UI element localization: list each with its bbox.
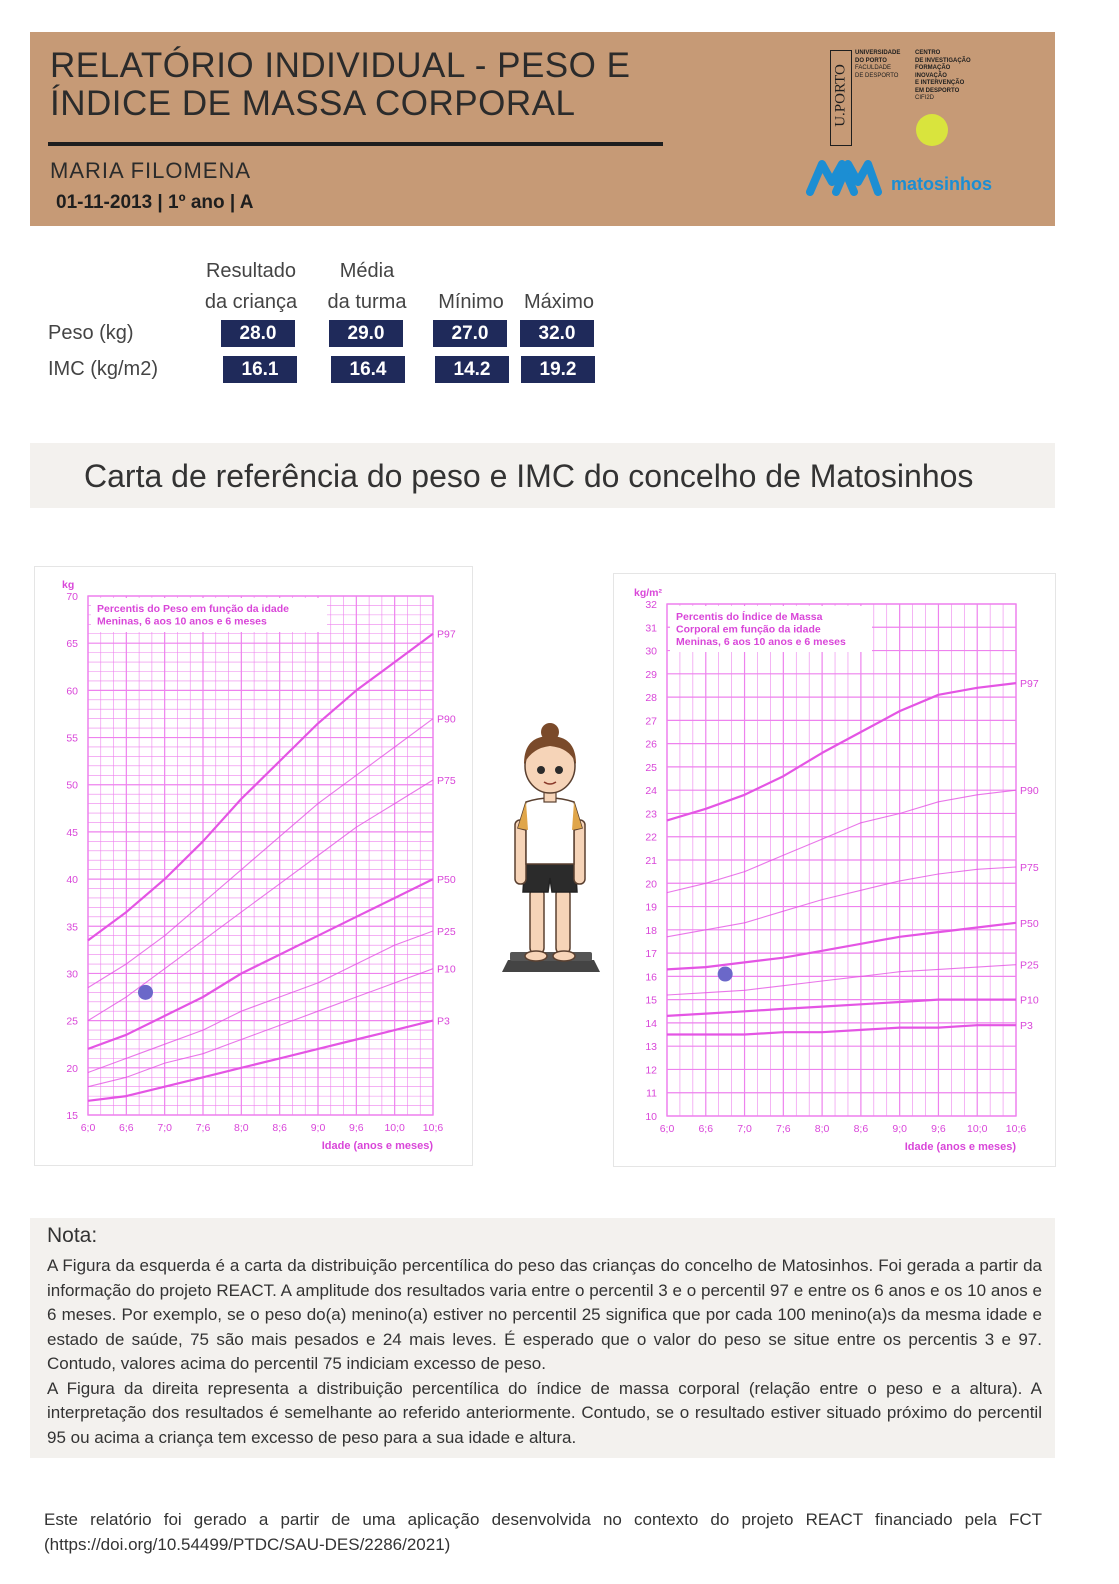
x-tick-label: 9;6	[349, 1122, 364, 1134]
note-body	[47, 1254, 1042, 1450]
x-tick-label: 6;6	[698, 1123, 714, 1135]
x-tick-label: 9;0	[892, 1123, 907, 1135]
y-tick-label: 40	[66, 874, 78, 887]
weight-class-mean-value: 29.0	[329, 320, 403, 347]
y-tick-label: 20	[66, 1062, 78, 1075]
chart-grid	[88, 596, 433, 1115]
chart-title-box	[91, 598, 327, 632]
y-tick-label: 50	[66, 779, 78, 792]
child-data-point	[718, 967, 733, 982]
reference-banner	[30, 443, 1055, 508]
chart-grid	[667, 604, 1016, 1116]
note-heading: Nota:	[47, 1224, 98, 1247]
chart-title-line: Percentis do Peso em função da idade	[97, 603, 289, 615]
column-header-class-mean: Média da turma	[327, 260, 407, 313]
y-tick-label: 65	[66, 638, 78, 651]
percentile-label-p90: P90	[437, 713, 456, 726]
percentile-label-p10: P10	[437, 963, 456, 976]
column-header-child: Resultado da criança	[204, 260, 298, 313]
y-axis-label: kg/m²	[634, 587, 663, 599]
weight-percentile-chart	[35, 567, 472, 1165]
note-box	[30, 1218, 1055, 1458]
percentile-label-p10: P10	[1020, 994, 1039, 1007]
y-tick-label: 30	[66, 968, 78, 981]
y-tick-label: 24	[645, 785, 657, 798]
plot-area-border	[88, 596, 433, 1115]
reference-title: Carta de referência do peso e IMC do concelho de Matosinhos	[84, 458, 974, 494]
note-paragraph: A Figura da esquerda é a carta da distribuição percentílica do peso das crianças do concelho de Matosinhos. Foi gerada a partir da informação do projeto REACT. A amplitude dos resultados varia entre o percentil 3 e o percentil 97 e entre os 6 anos e os 10 anos e 6 meses. Por exemplo, se o peso do(a) menino(a) estiver no percentil 25 significa que por cada 100 menino(a)s da mesma idade e estado de saúde, 75 são mais pesados e 24 mais leves. É esperado que o valor do peso se situe entre os percentis 3 e 97. Contudo, valores acima do percentil 75 indiciam excesso de peso.	[47, 1256, 1042, 1373]
bmi-child-value: 16.1	[223, 356, 297, 383]
x-tick-label: 7;6	[776, 1123, 791, 1135]
percentile-label-p75: P75	[437, 775, 456, 788]
y-tick-label: 45	[66, 826, 78, 839]
weight-child-value: 28.0	[221, 320, 295, 347]
y-tick-label: 26	[645, 738, 657, 751]
bmi-percentile-chart	[614, 574, 1055, 1166]
percentile-line-p90	[88, 719, 433, 988]
matosinhos-logo-icon	[806, 158, 882, 196]
y-tick-label: 22	[645, 831, 657, 844]
x-tick-label: 7;6	[195, 1122, 211, 1134]
y-tick-label: 28	[645, 692, 657, 705]
report-title-line1: RELATÓRIO INDIVIDUAL - PESO E	[50, 46, 631, 85]
percentile-line-p3	[667, 1025, 1016, 1034]
x-tick-label: 10;0	[967, 1123, 988, 1135]
y-tick-label: 31	[645, 622, 657, 635]
y-tick-label: 15	[645, 994, 657, 1007]
weight-chart-frame	[34, 566, 473, 1166]
x-axis-label: Idade (anos e meses)	[321, 1140, 433, 1152]
chart-title-line: Meninas, 6 aos 10 anos e 6 meses	[676, 636, 846, 648]
chart-title-line: Percentis do Índice de Massa	[676, 611, 823, 623]
bmi-max-value: 19.2	[521, 356, 595, 383]
chart-title-line: Corporal em função da idade	[676, 623, 821, 636]
y-tick-label: 30	[645, 645, 657, 658]
x-tick-label: 10;6	[422, 1122, 444, 1134]
report-header	[30, 32, 1055, 226]
y-tick-label: 10	[645, 1111, 657, 1123]
uporto-faculty-text: FACULDADE DE DESPORTO	[855, 65, 899, 79]
x-tick-label: 9;0	[310, 1122, 326, 1134]
y-tick-label: 17	[645, 948, 657, 961]
x-tick-label: 8;6	[853, 1123, 869, 1135]
percentile-label-p25: P25	[437, 925, 456, 938]
x-tick-label: 9;6	[931, 1123, 946, 1135]
y-tick-label: 18	[645, 924, 657, 937]
y-tick-label: 14	[645, 1017, 657, 1030]
x-tick-label: 10;0	[384, 1122, 405, 1134]
report-title-line2: ÍNDICE DE MASSA CORPORAL	[50, 84, 576, 123]
chart-title-box	[670, 606, 872, 652]
x-tick-label: 7;0	[157, 1122, 172, 1134]
percentile-line-p10	[667, 1000, 1016, 1016]
percentile-line-p97	[667, 683, 1016, 820]
cifi2d-logo-text: CENTRO DE INVESTIGAÇÃO FORMAÇÃO INOVAÇÃO E INTERVENÇÃO EM DESPORTO CIFI2D	[915, 50, 971, 101]
matosinhos-logo-text: matosinhos	[891, 174, 993, 194]
school-class: A	[239, 192, 254, 213]
percentile-line-p25	[667, 965, 1016, 995]
y-tick-label: 11	[646, 1087, 657, 1100]
bmi-min-value: 14.2	[435, 356, 509, 383]
x-tick-label: 8;0	[234, 1122, 249, 1134]
x-tick-label: 7;0	[737, 1123, 752, 1135]
note-paragraph: A Figura da direita representa a distribuição percentílica do índice de massa corporal (relação entre o peso e a altura). A interpretação dos resultados é semelhante ao referido anteriormente. Contudo, se o resultado estiver situado próximo do percentil 95 ou acima a criança tem excesso de peso para a sua idade e altura.	[47, 1378, 1042, 1447]
percentile-label-p50: P50	[1020, 917, 1039, 930]
percentile-label-p50: P50	[437, 874, 456, 887]
percentile-line-p90	[667, 790, 1016, 892]
percentile-line-p97	[88, 634, 433, 941]
x-tick-label: 6;0	[659, 1123, 675, 1135]
uporto-logo-text: U.PORTO	[832, 64, 849, 127]
uporto-university-text: UNIVERSIDADE DO PORTO	[855, 50, 901, 64]
y-tick-label: 35	[66, 921, 78, 934]
column-header-max: Máximo	[523, 291, 594, 313]
x-tick-label: 8;0	[814, 1123, 830, 1135]
x-axis-label: Idade (anos e meses)	[904, 1141, 1016, 1153]
bmi-chart-frame	[613, 573, 1056, 1167]
percentile-label-p75: P75	[1020, 861, 1039, 874]
y-tick-label: 21	[645, 855, 657, 867]
child-meta: 01-11-2013 | 1º ano | A	[56, 192, 254, 213]
y-tick-label: 13	[645, 1041, 657, 1054]
y-tick-label: 20	[645, 878, 657, 891]
column-header-min: Mínimo	[438, 291, 504, 313]
y-tick-label: 23	[645, 808, 657, 821]
percentile-label-p3: P3	[437, 1015, 450, 1028]
x-tick-label: 6;0	[80, 1122, 96, 1134]
percentile-line-p75	[667, 867, 1016, 937]
chart-title-line: Meninas, 6 aos 10 anos e 6 meses	[97, 615, 267, 628]
percentile-label-p3: P3	[1020, 1020, 1033, 1033]
title-divider	[48, 142, 663, 146]
percentile-label-p90: P90	[1020, 785, 1039, 798]
y-tick-label: 60	[66, 685, 78, 698]
y-axis-label: kg	[62, 579, 75, 591]
x-tick-label: 6;6	[119, 1122, 134, 1134]
child-name: MARIA FILOMENA	[50, 158, 252, 183]
y-tick-label: 15	[66, 1110, 78, 1122]
school-grade: 1º ano	[168, 192, 225, 213]
y-tick-label: 25	[645, 761, 657, 774]
y-tick-label: 70	[66, 591, 78, 603]
child-on-scale-illustration	[500, 720, 602, 982]
y-tick-label: 32	[645, 599, 657, 611]
y-tick-label: 12	[645, 1064, 657, 1077]
row-label-bmi: IMC (kg/m2)	[48, 358, 158, 380]
x-tick-label: 8;6	[272, 1122, 287, 1134]
percentile-label-p97: P97	[1020, 678, 1039, 691]
y-tick-label: 27	[645, 715, 657, 728]
x-tick-label: 10;6	[1005, 1123, 1027, 1135]
y-tick-label: 29	[645, 668, 657, 681]
weight-max-value: 32.0	[520, 320, 594, 347]
y-tick-label: 25	[66, 1015, 78, 1028]
weight-min-value: 27.0	[433, 320, 507, 347]
child-data-point	[138, 985, 153, 1000]
y-tick-label: 19	[645, 901, 657, 914]
y-tick-label: 55	[66, 732, 78, 745]
bmi-class-mean-value: 16.4	[331, 356, 405, 383]
footer-text: Este relatório foi gerado a partir de uma aplicação desenvolvida no contexto do projeto REACT financiado pela FCT (https://doi.org/10.54499/PTDC/SAU-DES/2286/2021)	[44, 1510, 1042, 1554]
percentile-label-p97: P97	[437, 628, 456, 641]
percentile-label-p25: P25	[1020, 959, 1039, 972]
uporto-logo	[830, 50, 852, 146]
row-label-weight: Peso (kg)	[48, 322, 134, 344]
y-tick-label: 16	[645, 971, 657, 984]
cifi2d-logo-dot	[916, 114, 948, 146]
report-date: 01-11-2013	[56, 192, 153, 213]
